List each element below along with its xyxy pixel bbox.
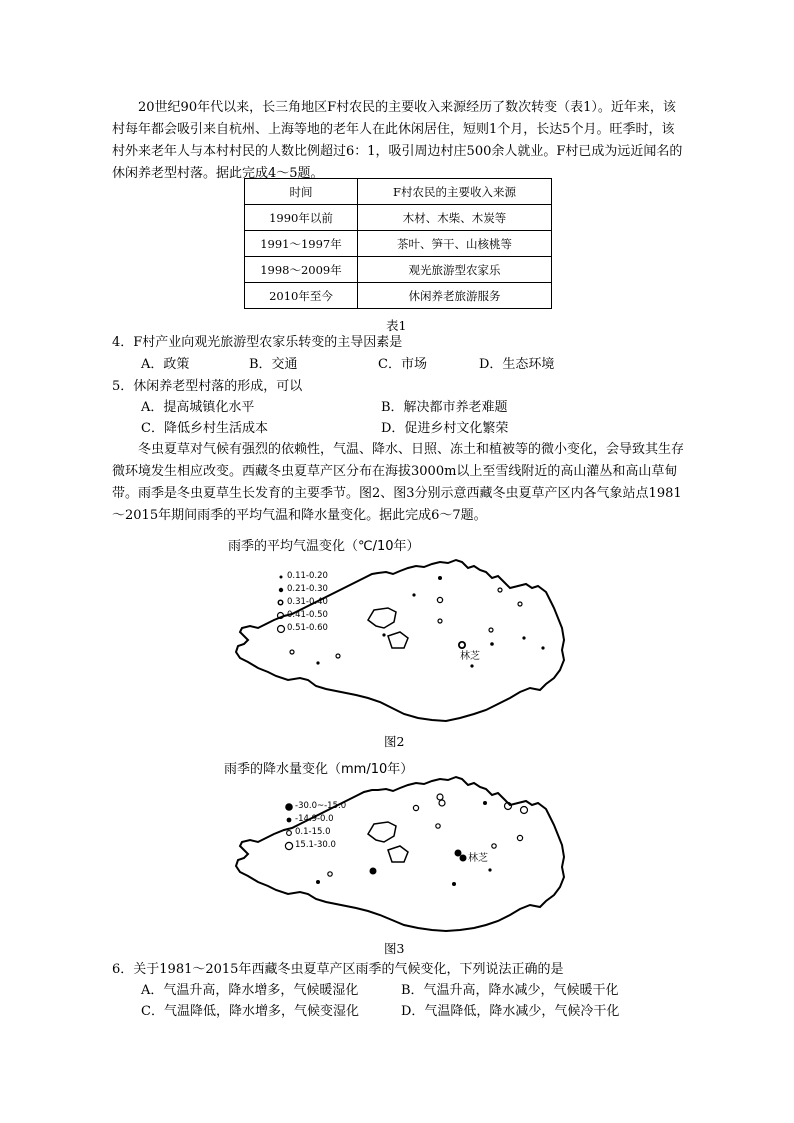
- legend-label: 0.1-15.0: [295, 827, 331, 837]
- question-4-stem: 4．F村产业向观光旅游型农家乐转变的主导因素是: [112, 335, 403, 350]
- region-inner-outline: [368, 608, 396, 628]
- table-row: [245, 205, 552, 231]
- question-5-option-b: B．解决都市养老难题: [381, 400, 508, 415]
- question-6-option-c: C．气温降低，降水增多，气候变湿化: [141, 1004, 359, 1019]
- table-caption: 表1: [386, 318, 407, 333]
- region-inner-outline: [368, 822, 396, 842]
- figure-2-title: 雨季的平均气温变化（℃/10年）: [228, 539, 420, 554]
- question-4-option-a: A．政策: [141, 357, 190, 372]
- table-cell-income: 木材、木柴、木炭等: [358, 205, 552, 231]
- table-cell-time: 1990年以前: [245, 205, 358, 231]
- question-6-option-a: A．气温升高，降水增多，气候暖湿化: [141, 983, 359, 998]
- table-row: [245, 283, 552, 309]
- table-cell-income: 休闲养老旅游服务: [358, 283, 552, 309]
- legend-label: 0.11-0.20: [287, 571, 328, 581]
- income-source-table: [244, 178, 552, 309]
- legend-label: 15.1-30.0: [295, 840, 336, 850]
- question-5-stem: 5．休闲养老型村落的形成，可以: [112, 379, 303, 394]
- question-4-option-c: C．市场: [378, 357, 427, 372]
- question-4-option-d: D．生态环境: [479, 357, 555, 372]
- table-cell-income: 观光旅游型农家乐: [358, 257, 552, 283]
- table-cell-income: 茶叶、笋干、山核桃等: [358, 231, 552, 257]
- cordyceps-paragraph: 冬虫夏草对气候有强烈的依赖性，气温、降水、日照、冻土和植被等的微小变化，会导致其生存微环境发生相应改变。西藏冬虫夏草产区分布在海拔3000m以上至雪线附近的高山灌丛和高山草甸带。雨季是冬虫夏草生长发育的主要季节。图2、图3分别示意西藏冬虫夏草产区内各气象站点1981～2015年期间雨季的平均气温和降水量变化。据此完成6～7题。: [112, 442, 685, 523]
- table-header-row: [245, 179, 552, 205]
- figure-2-caption: 图2: [384, 734, 405, 749]
- table-header-time: 时间: [245, 179, 358, 205]
- figure-3-city-label: 林芝: [468, 853, 488, 864]
- question-6-stem: 6．关于1981～2015年西藏冬虫夏草产区雨季的气候变化，下列说法正确的是: [112, 962, 564, 977]
- figure-3-legend: [282, 800, 346, 852]
- region-inner-outline: [388, 632, 408, 648]
- table-row: [245, 231, 552, 257]
- figure-2-legend: [274, 570, 328, 635]
- legend-label: 0.31-0.40: [287, 597, 328, 607]
- question-4-option-b: B．交通: [249, 357, 298, 372]
- question-6-option-b: B．气温升高，降水减少，气候暖干化: [401, 983, 619, 998]
- region-inner-outline: [388, 846, 408, 862]
- legend-label: 0.21-0.30: [287, 584, 328, 594]
- question-5-option-a: A．提高城镇化水平: [141, 400, 255, 415]
- legend-label: -30.0~-15.0: [295, 801, 347, 811]
- figure-2-city-label: 林芝: [460, 651, 480, 662]
- legend-label: 0.51-0.60: [287, 623, 328, 633]
- figure-3-caption: 图3: [384, 941, 405, 956]
- figure-3-title: 雨季的降水量变化（mm/10年）: [224, 762, 414, 777]
- intro-paragraph: 20世纪90年代以来，长三角地区F村农民的主要收入来源经历了数次转变（表1）。近年来，该村每年都会吸引来自杭州、上海等地的老年人在此休闲居住，短则1个月，长达5个月。旺季时，该村外来老年人与本村村民的人数比例超过6：1，吸引周边村庄500余人就业。F村已成为远近闻名的休闲养老型村落。据此完成4～5题。: [112, 100, 683, 181]
- table-cell-time: 2010年至今: [245, 283, 358, 309]
- question-5-option-d: D．促进乡村文化繁荣: [381, 421, 509, 436]
- question-5-option-c: C．降低乡村生活成本: [141, 421, 268, 436]
- table-header-income: F村农民的主要收入来源: [358, 179, 552, 205]
- station-markers: [290, 576, 545, 668]
- table-cell-time: 1991～1997年: [245, 231, 358, 257]
- question-6-option-d: D．气温降低，降水减少，气候冷干化: [401, 1004, 620, 1019]
- legend-label: -14.9-0.0: [295, 814, 334, 824]
- table-cell-time: 1998～2009年: [245, 257, 358, 283]
- legend-label: 0.41-0.50: [287, 610, 328, 620]
- figure-3-precipitation-map: [228, 768, 588, 938]
- station-markers: [316, 794, 528, 886]
- table-row: [245, 257, 552, 283]
